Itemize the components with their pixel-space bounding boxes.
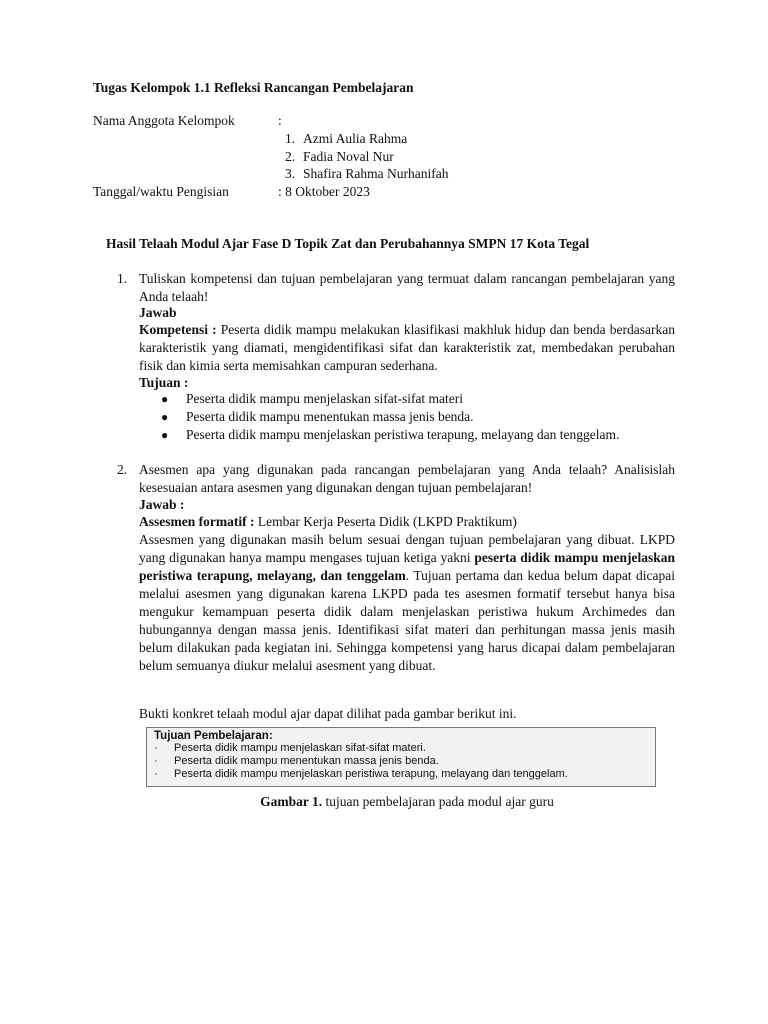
member-number: 2. — [285, 149, 296, 164]
member-number: 1. — [285, 131, 296, 146]
date-value: : 8 Oktober 2023 — [278, 184, 370, 199]
q1-answer-label: Jawab — [139, 305, 177, 320]
member-name: Fadia Noval Nur — [303, 149, 394, 164]
tujuan-item: Peserta didik mampu menentukan massa jenis benda. — [186, 409, 474, 424]
q2-answer-label: Jawab : — [139, 497, 185, 512]
asesmen-value: Lembar Kerja Peserta Didik (LKPD Praktikum) — [257, 514, 517, 529]
figure-title: Tujuan Pembelajaran: — [154, 730, 273, 742]
q2-asesmen — [139, 513, 517, 531]
kompetensi-label: Kompetensi : — [139, 322, 217, 337]
member-name: Shafira Rahma Nurhanifah — [303, 166, 449, 181]
q1-number: 1. — [117, 271, 128, 286]
tujuan-item: Peserta didik mampu menjelaskan sifat-sifat materi — [186, 391, 464, 406]
q1-tujuan-label: Tujuan : — [139, 375, 189, 390]
analysis-bold: peserta didik mampu menjelaskan peristiwa terapung, melayang, dan tenggelam — [139, 550, 675, 583]
member-name: Azmi Aulia Rahma — [303, 131, 408, 146]
q2-analysis — [139, 531, 675, 675]
q1-kompetensi — [139, 321, 675, 375]
analysis-text-end: . Tujuan pertama dan kedua belum dapat dicapai melalui asesmen yang digunakan karena LKPD pada tes asesmen formatif tersebut hanya bisa mengukur kemampuan peserta didik dalam menjelaskan peristiwa hukum Archimedes dan hubungannya dengan massa jenis. Identifikasi sifat materi dan perhitungan massa jenis masih belum dilakukan pada kegiatan ini. Sehingga kompetensi yang harus dicapai dalam pembelajaran belum semuanya diukur melalui asesment yang dibuat. — [139, 568, 675, 673]
date-label: Tanggal/waktu Pengisian — [93, 184, 229, 199]
figure-item-text: Peserta didik mampu menjelaskan peristiwa terapung, melayang dan tenggelam. — [174, 768, 568, 780]
figure-item-text: Peserta didik mampu menjelaskan sifat-sifat materi. — [174, 742, 426, 754]
analysis-text: Assesmen yang digunakan masih belum sesuai dengan tujuan pembelajaran yang dibuat. LKPD yang digunakan hanya mampu mengases tujuan ketiga yakni — [139, 532, 675, 565]
figure-item: · Peserta didik mampu menjelaskan sifat-sifat materi. — [154, 742, 426, 754]
members-label: Nama Anggota Kelompok — [93, 113, 235, 128]
kompetensi-text: Peserta didik mampu melakukan klasifikasi makhluk hidup dan benda berdasarkan karakteristik yang diamati, mengidentifikasi sifat dan karakteristik zat, membedakan perubahan fisik dan kimia serta memisahkan campuran sederhana. — [139, 322, 675, 373]
figure-item: · Peserta didik mampu menentukan massa jenis benda. — [154, 755, 439, 767]
tujuan-item: Peserta didik mampu menjelaskan peristiwa terapung, melayang dan tenggelam. — [186, 427, 620, 442]
figure-caption — [0, 794, 768, 810]
caption-label: Gambar 1. — [260, 794, 323, 809]
evidence-text: Bukti konkret telaah modul ajar dapat dilihat pada gambar berikut ini. — [139, 706, 517, 721]
figure-item: · Peserta didik mampu menjelaskan peristiwa terapung, melayang dan tenggelam. — [154, 768, 568, 780]
member-number: 3. — [285, 166, 296, 181]
caption-text: tujuan pembelajaran pada modul ajar guru — [322, 794, 554, 809]
document-title: Tugas Kelompok 1.1 Refleksi Rancangan Pembelajaran — [93, 80, 414, 95]
bullet-icon: ● — [161, 428, 169, 442]
figure-item-text: Peserta didik mampu menentukan massa jenis benda. — [174, 755, 439, 767]
figure-image — [146, 727, 656, 787]
q1-question: Tuliskan kompetensi dan tujuan pembelajaran yang termuat dalam rancangan pembelajaran yang Anda telaah! — [139, 271, 675, 304]
members-colon: : — [278, 113, 282, 128]
q2-number: 2. — [117, 462, 128, 477]
asesmen-label: Assesmen formatif : — [139, 514, 255, 529]
section-title: Hasil Telaah Modul Ajar Fase D Topik Zat dan Perubahannya SMPN 17 Kota Tegal — [106, 236, 590, 251]
bullet-icon: ● — [161, 410, 169, 424]
bullet-icon: ● — [161, 392, 169, 406]
q2-question: Asesmen apa yang digunakan pada rancangan pembelajaran yang Anda telaah? Analisislah kesesuaian antara asesmen yang digunakan dengan tujuan pembelajaran! — [139, 462, 675, 495]
